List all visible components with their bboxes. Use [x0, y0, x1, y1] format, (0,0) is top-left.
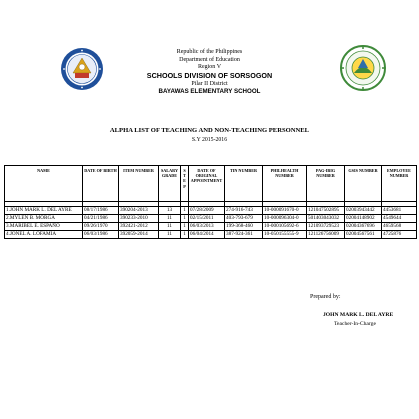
school-line: BAYAWAS ELEMENTARY SCHOOL [158, 88, 261, 96]
cell-employee: 4453681 [382, 207, 417, 215]
cell-philhealth: 10-000091670-0 [263, 207, 307, 215]
col-gsis: GSIS NUMBER [345, 166, 382, 202]
cell-employee: 4725876 [382, 231, 417, 239]
col-salary: SALARY GRADE [159, 166, 181, 202]
cell-appointment: 06/04/2014 [189, 231, 225, 239]
cell-philhealth: 10-050155555-9 [263, 231, 307, 239]
cell-gsis: 02003943442 [345, 207, 382, 215]
cell-name: 4.JONEL A. LOFAMIA [5, 231, 83, 239]
col-step-letter: P [183, 183, 186, 189]
document-title: ALPHA LIST OF TEACHING AND NON-TEACHING PERSONNEL [109, 127, 310, 134]
cell-tin: 403-793-679 [225, 215, 263, 223]
cell-dob: 08/17/1986 [83, 207, 119, 215]
col-step [181, 166, 189, 202]
cell-step: 1 [181, 207, 189, 215]
col-employee: EMPLOYEE NUMBER [382, 166, 417, 202]
cell-salary: 11 [159, 231, 181, 239]
region-line: Region V [197, 64, 222, 71]
col-step-letter: E [183, 178, 186, 184]
preparer-role: Teacher-In-Charge [334, 321, 376, 327]
cell-step: 1 [181, 231, 189, 239]
col-name: NAME [5, 166, 83, 202]
col-philhealth: PHILHEALTH NUMBER [263, 166, 307, 202]
col-item: ITEM NUMBER [119, 166, 159, 202]
personnel-table [4, 165, 417, 239]
col-appointment: DATE OF ORIGINAL APPOINTMENT [189, 166, 225, 202]
cell-philhealth: 10-000105692-6 [263, 223, 307, 231]
table-row [5, 231, 417, 239]
cell-item: 390204-2013 [119, 207, 159, 215]
cell-pagibig: 501403043032 [307, 215, 345, 223]
cell-tin: 199-368-460 [225, 223, 263, 231]
division-line: SCHOOLS DIVISION OF SORSOGON [146, 71, 273, 81]
col-step-letter: T [183, 173, 186, 179]
col-tin: TIN NUMBER [225, 166, 263, 202]
cell-name: 3.MARIBEL E. ESPAÑO [5, 223, 83, 231]
cell-employee: 4659568 [382, 223, 417, 231]
preparer-name: JOHN MARK L. DEL AYRE [323, 312, 394, 318]
col-step-letter: S [183, 168, 186, 173]
cell-pagibig: 121126756009 [307, 231, 345, 239]
cell-pagibig: 121093729523 [307, 223, 345, 231]
col-dob: DATE OF BIRTH [83, 166, 119, 202]
cell-item: 392421-2012 [119, 223, 159, 231]
cell-dob: 04/21/1986 [83, 215, 119, 223]
letterhead [0, 49, 419, 96]
cell-gsis: 02004367696 [345, 223, 382, 231]
cell-dob: 06/03/1986 [83, 231, 119, 239]
table-header-row [5, 166, 417, 202]
cell-name: 2.MYLEN B. MORGA [5, 215, 83, 223]
cell-step: 1 [181, 215, 189, 223]
cell-salary: 11 [159, 223, 181, 231]
cell-step: 1 [181, 223, 189, 231]
school-year: S.Y 2015-2016 [191, 137, 228, 143]
cell-gsis: 02004148902 [345, 215, 382, 223]
department-line: Department of Education [179, 56, 240, 63]
prepared-by-label: Prepared by: [310, 294, 341, 300]
cell-item: 392059-2014 [119, 231, 159, 239]
cell-pagibig: 121047502895 [307, 207, 345, 215]
cell-dob: 09/26/1970 [83, 223, 119, 231]
col-pagibig: PAG-IBIG NUMBER [307, 166, 345, 202]
cell-salary: 13 [159, 207, 181, 215]
cell-appointment: 07/28/2009 [189, 207, 225, 215]
cell-salary: 11 [159, 215, 181, 223]
cell-appointment: 06/03/2013 [189, 223, 225, 231]
cell-employee: 4549644 [382, 215, 417, 223]
table-row [5, 223, 417, 231]
district-line: Pilar II District [191, 80, 228, 87]
table-row [5, 215, 417, 223]
cell-philhealth: 10-000096304-0 [263, 215, 307, 223]
cell-tin: 387-924-361 [225, 231, 263, 239]
republic-line: Republic of the Philippines [176, 49, 243, 55]
cell-gsis: 02004567561 [345, 231, 382, 239]
table-row [5, 207, 417, 215]
cell-name: 1.JOHN MARK L. DEL AYRE [5, 207, 83, 215]
cell-appointment: 02/15/2011 [189, 215, 225, 223]
cell-tin: 274-916-743 [225, 207, 263, 215]
cell-item: 390233-2010 [119, 215, 159, 223]
